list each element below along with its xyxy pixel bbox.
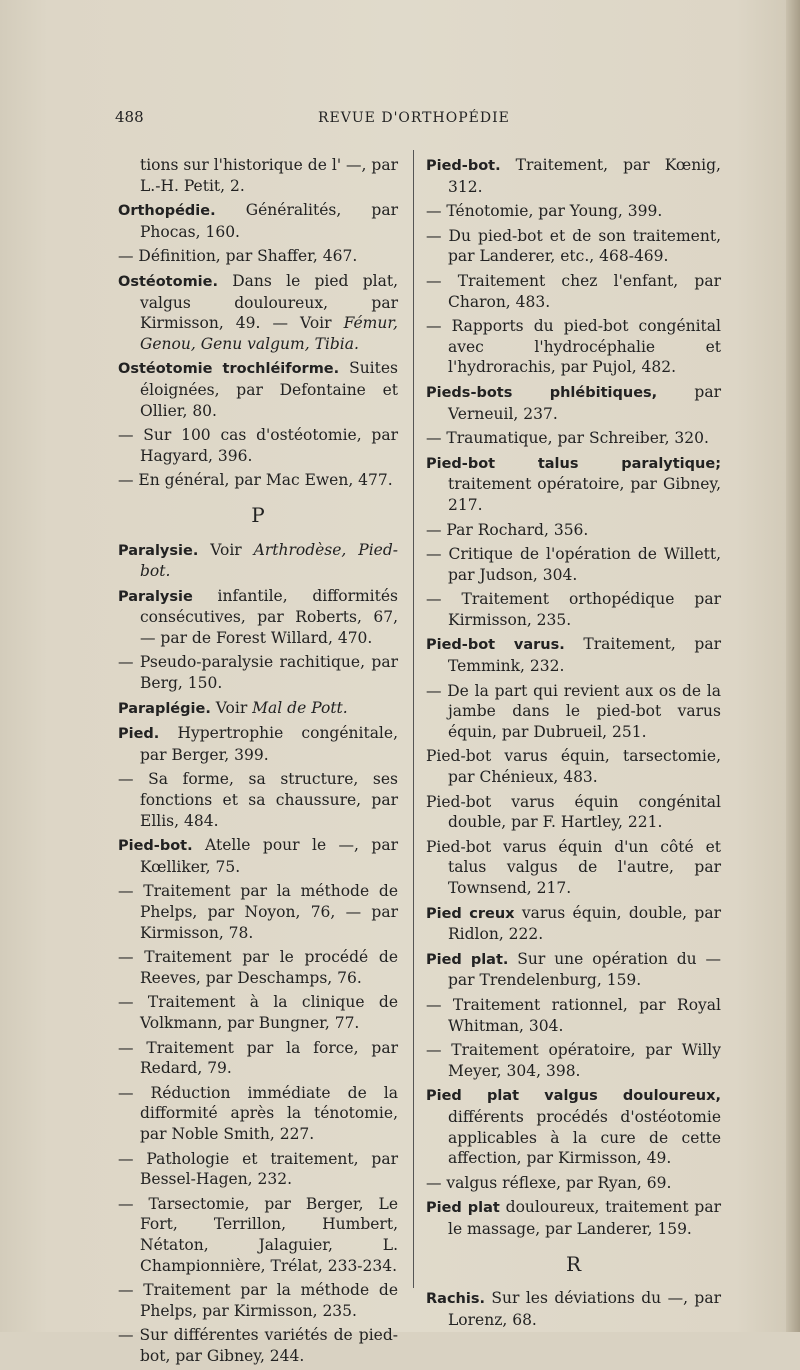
running-title: REVUE D'ORTHOPÉDIE <box>318 110 510 126</box>
index-entry <box>426 428 721 449</box>
index-entry <box>426 903 721 945</box>
index-entry <box>118 246 398 267</box>
index-entry <box>426 544 721 585</box>
entry-text: Dans le pied plat, valgus douloureux, par Kirmisson, 49. — Voir <box>140 271 398 333</box>
entry-text: — Traumatique, par Schreiber, 320. <box>426 429 709 448</box>
entry-text: — Par Rochard, 356. <box>426 520 589 539</box>
entry-text: Pied-bot varus équin congénital double, par F. Hartley, 221. <box>426 792 721 832</box>
entry-text: Hypertrophie congénitale, par Berger, 399. <box>140 724 398 764</box>
index-entry <box>118 155 398 196</box>
index-entry <box>426 995 721 1036</box>
entry-crossref: Arthrodèse, Pied-bot. <box>140 540 399 581</box>
entry-text: — Traitement opératoire, par Willy Meyer, 304, 398. <box>426 1041 721 1080</box>
entry-text: — Sur différentes variétés de pied-bot, par Gibney, 244. <box>118 1326 398 1365</box>
entry-text: — Pathologie et traitement, par Bessel-Hagen, 232. <box>118 1149 398 1189</box>
index-entry <box>426 453 721 516</box>
index-entry <box>426 271 721 312</box>
entry-text: Atelle pour le —, par Kœlliker, 75. <box>140 836 398 876</box>
index-entry <box>426 520 721 541</box>
index-entry <box>118 769 398 831</box>
index-entry <box>118 470 398 491</box>
index-entry <box>426 316 721 378</box>
entry-keyword: Paralysie <box>118 588 193 605</box>
entry-text: Traitement, par Kœnig, 312. <box>448 156 721 196</box>
entry-text: varus équin, double, par Ridlon, 222. <box>448 903 721 944</box>
entry-text: — Traitement à la clinique de Volkmann, par Bungner, 77. <box>118 993 398 1032</box>
index-entry <box>426 1197 721 1239</box>
index-entry <box>118 652 398 693</box>
index-entry <box>118 1325 398 1366</box>
entry-keyword: Pied plat. <box>426 951 509 968</box>
entry-text: — Tarsectomie, par Berger, Le Fort, Terrillon, Humbert, Nétaton, Jalaguier, L. Championnière, Trélat, 233-234. <box>118 1194 398 1275</box>
index-entry <box>118 271 398 354</box>
entry-keyword: Paralysie. <box>118 542 199 559</box>
entry-text: Sur une opération du — par Trendelenburg, 159. <box>448 949 721 990</box>
page-edge <box>786 0 800 1332</box>
entry-keyword: Ostéotomie. <box>118 273 218 290</box>
entry-text: Pied-bot varus équin, tarsectomie, par Chénieux, 483. <box>426 747 721 787</box>
index-entry <box>426 1085 721 1168</box>
index-entry <box>426 681 721 743</box>
index-entry <box>118 425 398 466</box>
index-entry <box>118 947 398 988</box>
entry-text: — Définition, par Shaffer, 467. <box>118 247 358 266</box>
entry-keyword: Pieds-bots phlébitiques, <box>426 384 658 401</box>
entry-text: — Critique de l'opération de Willett, par Judson, 304. <box>426 545 721 584</box>
section-letter: P <box>251 502 265 527</box>
entry-text: — Traitement par le procédé de Reeves, par Deschamps, 76. <box>118 948 398 987</box>
index-entry <box>426 949 721 991</box>
index-entry <box>118 200 398 242</box>
entry-text: traitement opératoire, par Gibney, 217. <box>448 475 721 514</box>
index-entry <box>426 792 721 833</box>
left-column <box>118 155 398 1370</box>
entry-text: — Traitement chez l'enfant, par Charon, 483. <box>426 271 721 311</box>
entry-text: — valgus réflexe, par Ryan, 69. <box>426 1173 672 1192</box>
index-entry <box>118 1280 398 1321</box>
entry-keyword: Pied creux <box>426 905 515 922</box>
index-entry <box>426 155 721 197</box>
column-divider <box>413 150 414 1288</box>
entry-text: — Du pied-bot et de son traitement, par Landerer, etc., 468-469. <box>426 226 721 266</box>
index-entry <box>118 992 398 1033</box>
entry-text: Sur les déviations du —, par Lorenz, 68. <box>448 1289 721 1329</box>
entry-keyword: Pied-bot varus. <box>426 637 565 654</box>
entry-text: — Traitement par la force, par Redard, 79. <box>118 1038 398 1078</box>
entry-keyword: Pied-bot talus paralytique; <box>426 455 721 472</box>
index-entry <box>426 1040 721 1081</box>
index-entry <box>426 226 721 267</box>
entry-text: Généralités, par Phocas, 160. <box>140 201 398 241</box>
page-header <box>115 108 690 132</box>
entry-text: tions sur l'historique de l' —, par L.-H. Petit, 2. <box>140 156 398 195</box>
entry-text: infantile, difformités consécutives, par Roberts, 67, — par de Forest Willard, 470. <box>140 586 398 647</box>
entry-text: Voir <box>198 540 254 559</box>
index-entry <box>118 698 398 720</box>
entry-text: — Traitement par la méthode de Phelps, par Kirmisson, 235. <box>118 1281 398 1320</box>
entry-text: Suites éloignées, par Defontaine et Ollier, 80. <box>140 359 398 420</box>
entry-text: douloureux, traitement par le massage, par Landerer, 159. <box>448 1198 721 1238</box>
entry-keyword: Pied plat valgus douloureux, <box>426 1088 721 1105</box>
index-entry <box>118 1083 398 1145</box>
entry-keyword: Orthopédie. <box>118 203 216 220</box>
index-entry <box>118 586 398 649</box>
index-entry <box>426 634 721 676</box>
entry-text: — En général, par Mac Ewen, 477. <box>118 471 393 490</box>
index-entry <box>118 1038 398 1079</box>
index-entry <box>426 589 721 630</box>
entry-text: Voir <box>210 698 253 717</box>
index-entry <box>118 835 398 877</box>
index-entry <box>118 540 398 582</box>
index-entry <box>426 1288 721 1330</box>
entry-keyword: Pied plat <box>426 1200 500 1217</box>
index-entry <box>118 1194 398 1276</box>
section-letter: R <box>565 1251 582 1276</box>
index-entry <box>426 382 721 424</box>
entry-keyword: Rachis. <box>426 1291 485 1308</box>
entry-text: — Sur 100 cas d'ostéotomie, par Hagyard, 396. <box>118 426 398 465</box>
entry-crossref: Mal de Pott. <box>252 698 348 717</box>
entry-text: — Traitement rationnel, par Royal Whitman, 304. <box>426 995 721 1035</box>
entry-text: — Sa forme, sa structure, ses fonctions et sa chaussure, par Ellis, 484. <box>118 770 398 830</box>
entry-text: — Traitement orthopédique par Kirmisson, 235. <box>426 590 721 629</box>
entry-crossref: Fémur, Genou, Genu valgum, Tibia. <box>140 314 398 353</box>
index-entry <box>118 881 398 943</box>
entry-text: — Ténotomie, par Young, 399. <box>426 202 663 221</box>
index-entry <box>118 358 398 421</box>
page-number: 488 <box>115 108 144 126</box>
entry-text: Pied-bot varus équin d'un côté et talus valgus de l'autre, par Townsend, 217. <box>426 837 721 897</box>
entry-text: — De la part qui revient aux os de la jambe dans le pied-bot varus équin, par Dubrueil, 251. <box>426 681 721 741</box>
entry-keyword: Paraplégie. <box>118 700 211 717</box>
entry-text: — Pseudo-paralysie rachitique, par Berg, 150. <box>118 653 398 693</box>
entry-text: — Rapports du pied-bot congénital avec l'hydrocéphalie et l'hydrorachis, par Pujol, 482. <box>426 317 721 377</box>
index-entry <box>118 723 398 765</box>
entry-keyword: Pied. <box>118 726 160 743</box>
index-entry <box>118 1149 398 1190</box>
index-entry <box>426 1173 721 1194</box>
right-column <box>426 155 721 1334</box>
entry-text: — Traitement par la méthode de Phelps, par Noyon, 76, — par Kirmisson, 78. <box>118 882 398 942</box>
entry-keyword: Pied-bot. <box>118 838 193 855</box>
entry-text: — Réduction immédiate de la difformité après la ténotomie, par Noble Smith, 227. <box>118 1083 398 1143</box>
entry-text: Traitement, par Temmink, 232. <box>448 635 721 676</box>
index-entry <box>426 746 721 787</box>
index-entry <box>426 201 721 222</box>
index-entry <box>426 837 721 899</box>
entry-keyword: Pied-bot. <box>426 158 501 174</box>
entry-keyword: Ostéotomie trochléiforme. <box>118 361 340 378</box>
entry-text: différents procédés d'ostéotomie applicables à la cure de cette affection, par Kirmisson, 49. <box>448 1107 721 1168</box>
entry-text: par Verneuil, 237. <box>448 382 721 423</box>
